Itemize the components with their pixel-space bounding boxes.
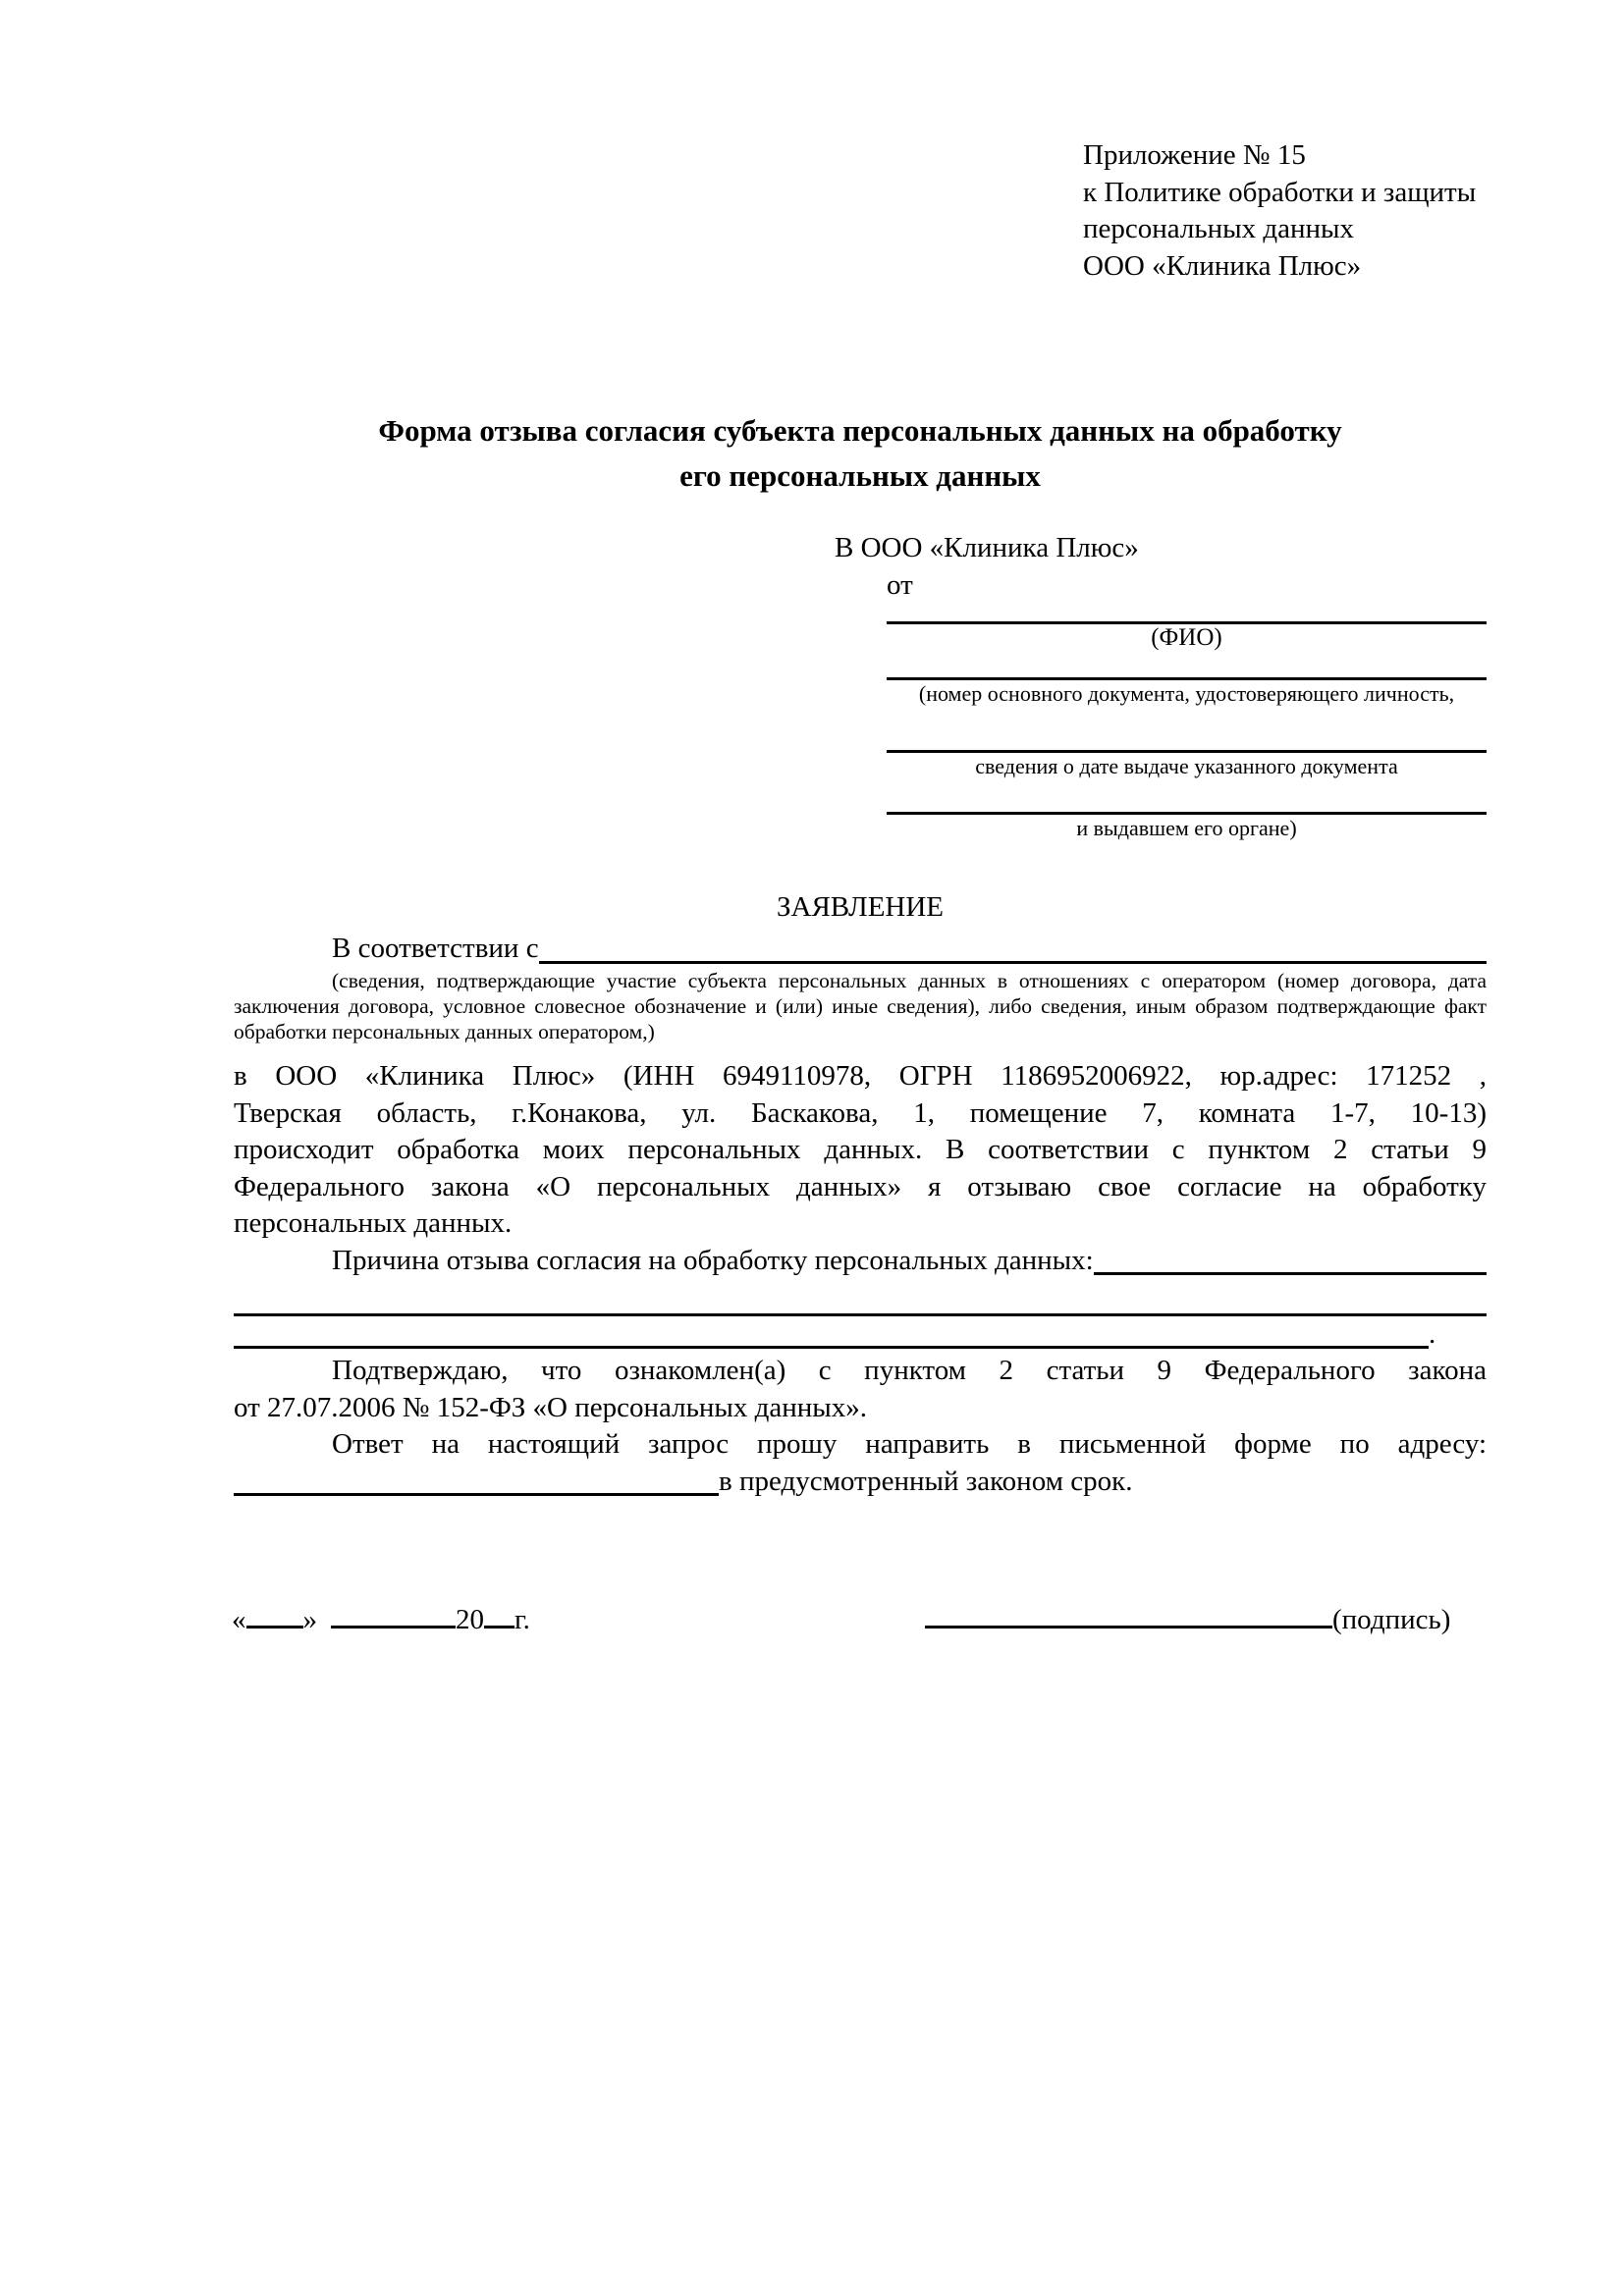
field-issuing-authority (887, 782, 1487, 841)
title-line: Форма отзыва согласия субъекта персональных данных на обработку (378, 413, 1342, 448)
fine-print-line: заключения договора, условное словесное обозначение и (или) иные сведения), либо сведения, иным образом подтверждающие факт (234, 994, 1487, 1018)
document-title (234, 408, 1487, 499)
appendix-line: Приложение № 15 (1083, 139, 1306, 171)
reason-lead: Причина отзыва согласия на обработку персональных данных: (332, 1244, 1094, 1276)
reason-blank-line-2 (234, 1279, 1487, 1316)
field-document-number (887, 648, 1487, 707)
period-mark: . (1429, 1317, 1436, 1350)
reply-address-blank-line (234, 1464, 719, 1497)
fine-print-block (234, 968, 1487, 1044)
body-line: происходит обработка моих персональных данных. В соответствии с пунктом 2 статьи 9 (234, 1134, 1487, 1165)
statement-heading: ЗАЯВЛЕНИЕ (776, 891, 945, 923)
date-day-blank-line (246, 1622, 303, 1629)
body-line: Федерального закона «О персональных данных» я отзываю свое согласие на обработку (234, 1170, 1487, 1202)
body-line: персональных данных. (234, 1207, 513, 1239)
date-quote-close: » (302, 1604, 317, 1635)
date-year-suffix: г. (514, 1604, 530, 1635)
appendix-line: персональных данных (1083, 213, 1355, 244)
signature-caption: (подпись) (1332, 1604, 1451, 1635)
reason-row (234, 1243, 1487, 1280)
document-number-caption: (номер основного документа, удостоверяющего личность, (918, 681, 1455, 706)
field-issue-date (887, 721, 1487, 779)
reply-lead-line: Ответ на настоящий запрос прошу направить в письменной форме по адресу: (332, 1428, 1487, 1460)
appendix-line: ООО «Клиника Плюс» (1083, 249, 1362, 282)
date-year-blank-line (484, 1622, 514, 1629)
appendix-line: к Политике обработки и защиты (1083, 176, 1477, 208)
confirm-line: Подтверждаю, что ознакомлен(а) с пунктом 2 статьи 9 Федерального закона (332, 1355, 1487, 1386)
accordance-row (234, 931, 1487, 968)
title-line: его персональных данных (679, 458, 1041, 493)
signature-blank-line (925, 1622, 1332, 1629)
confirm-line: от 27.07.2006 № 152-ФЗ «О персональных данных». (234, 1391, 868, 1423)
reason-blank-row-3 (234, 1316, 1487, 1354)
reason-blank-line-3 (234, 1316, 1429, 1350)
fio-caption: (ФИО) (1151, 624, 1222, 651)
reply-address-row (234, 1464, 1487, 1501)
addressee-from-label: от (887, 568, 913, 601)
fine-print-line: (сведения, подтверждающие участие субъекта персональных данных в отношениях с оператором (номер договора, дата (332, 969, 1487, 992)
issuing-authority-caption: и выдавшем его органе) (1076, 816, 1297, 840)
date-row (232, 1602, 530, 1639)
issue-date-caption: сведения о дате выдаче указанного документа (975, 754, 1398, 778)
reason-blank-line (1094, 1243, 1487, 1276)
date-year-prefix: 20 (456, 1604, 484, 1635)
accordance-blank-line (539, 931, 1487, 964)
fio-blank-line (887, 592, 1487, 624)
issuing-authority-blank-line (887, 782, 1487, 815)
fine-print-line: обработки персональных данных оператором,) (234, 1020, 655, 1043)
document-number-blank-line (887, 648, 1487, 680)
reply-tail: в предусмотренный законом срок. (719, 1465, 1133, 1497)
signature-row (925, 1602, 1450, 1639)
statement-body (234, 1058, 1487, 1500)
accordance-lead: В соответствии с (332, 933, 539, 964)
date-month-blank-line (331, 1622, 456, 1629)
body-line: Тверская область, г.Конакова, ул. Баскакова, 1, помещение 7, комната 1-7, 10-13) (234, 1096, 1487, 1129)
addressee-organization: В ООО «Клиника Плюс» (835, 532, 1139, 563)
issue-date-blank-line (887, 721, 1487, 753)
appendix-block (1083, 137, 1476, 285)
date-quote-open: « (232, 1604, 246, 1635)
field-fio (887, 592, 1487, 651)
body-line: в ООО «Клиника Плюс» (ИНН 6949110978, ОГРН 1186952006922, юр.адрес: 171252 , (234, 1060, 1487, 1092)
